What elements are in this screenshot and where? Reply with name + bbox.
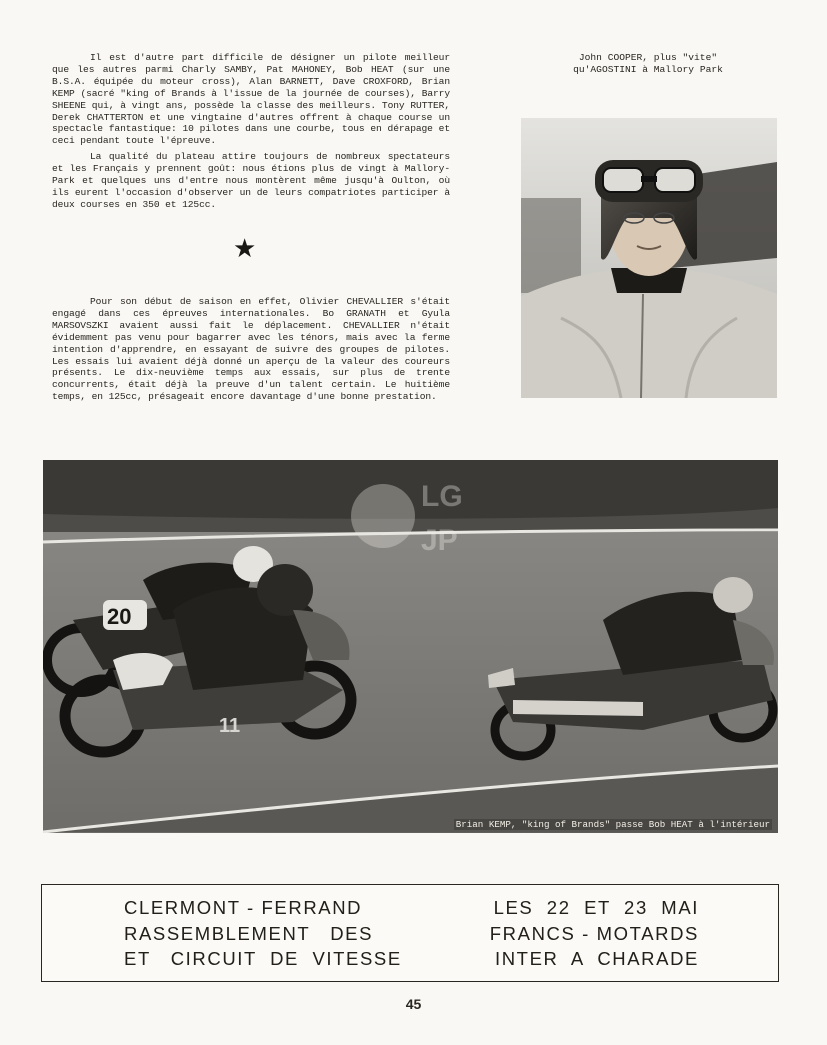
page-number: 45 (405, 996, 422, 1012)
portrait-caption-line-1: John COOPER, plus "vite" (578, 52, 718, 63)
banner-line-2-left: RASSEMBLEMENT DES (124, 923, 374, 944)
paragraph-1-text: Il est d'autre part difficile de désigner un pilote meilleur que les autres parmi Charly SAMBY, Pat MAHONEY, Bob HEAT (sur une B.S.A. équipée du moteur cross), Alan BARNETT, Dave CROXFORD, Brian KEMP (sacré "king of Brands à l'issue de la journée de courses), Barry SHEENE qui, à vingt ans, possède la classe des meilleurs. Tony RUTTER, Derek CHATTERTON et une vingtaine d'autres offrent à chaque course un spectacle fantastique: 10 pilotes dans une courbe, tous en dérapage et ceci pendant toute l'épreuve. (52, 52, 450, 147)
banner-line-1-left: CLERMONT - FERRAND (124, 897, 363, 918)
portrait-caption (520, 52, 776, 76)
paragraph-2-text: La qualité du plateau attire toujours de nombreux spectateurs et les Français y prennent goût: nous étions plus de vingt à Mallory-Park et quelques uns d'entre nous montèrent même jusqu'à Oulton, où ils eurent l'occasion d'observer un de leurs compatriotes participer à deux courses en 350 et 125cc. (52, 151, 450, 210)
banner-line-3-left: ET CIRCUIT DE VITESSE (124, 948, 402, 969)
bike-number-20: 20 (107, 604, 132, 629)
svg-text:JP: JP (421, 524, 458, 557)
paragraph-3-text: Pour son début de saison en effet, Olivier CHEVALLIER s'était engagé dans ces épreuves internationales. Bo GRANATH et Gyula MARSOVSZKI avaient aussi fait le déplacement. CHEVALLIER n'était évidemment pas venu pour bagarrer avec les ténors, mais avec la ferme intention d'apprendre, en essayant de suivre des groupes de pilotes. Les essais lui avaient déjà donné un aperçu de la valeur des coureurs présents. Le dix-neuvième temps aux essais, sur plus de trente concurrents, était déjà la preuve d'un talent certain. Le huitième temps, en 125cc, présageait encore davantage d'une bonne prestation. (52, 296, 450, 403)
action-photo (43, 460, 778, 833)
banner-line-2 (124, 923, 699, 945)
banner-line-2-right: FRANCS - MOTARDS (489, 923, 699, 944)
bike-number-11: 11 (219, 715, 241, 737)
article-paragraph-3 (52, 296, 450, 403)
action-photo-caption: Brian KEMP, "king of Brands" passe Bob HEAT à l'intérieur (455, 819, 770, 830)
rider-portrait-illustration (521, 118, 777, 398)
banner-line-1 (124, 897, 699, 919)
portrait-caption-line-2: qu'AGOSTINI à Mallory Park (573, 63, 723, 75)
article-paragraph-1 (52, 52, 450, 147)
svg-text:LG: LG (421, 480, 463, 513)
star-separator-icon: ★ (233, 234, 257, 264)
race-illustration (43, 460, 778, 833)
banner-line-3 (124, 948, 699, 970)
event-announcement-box (41, 884, 779, 982)
banner-line-1-right: LES 22 ET 23 MAI (493, 897, 699, 918)
portrait-photo (521, 118, 777, 398)
article-paragraph-2 (52, 151, 450, 211)
banner-line-3-right: INTER A CHARADE (494, 948, 699, 969)
